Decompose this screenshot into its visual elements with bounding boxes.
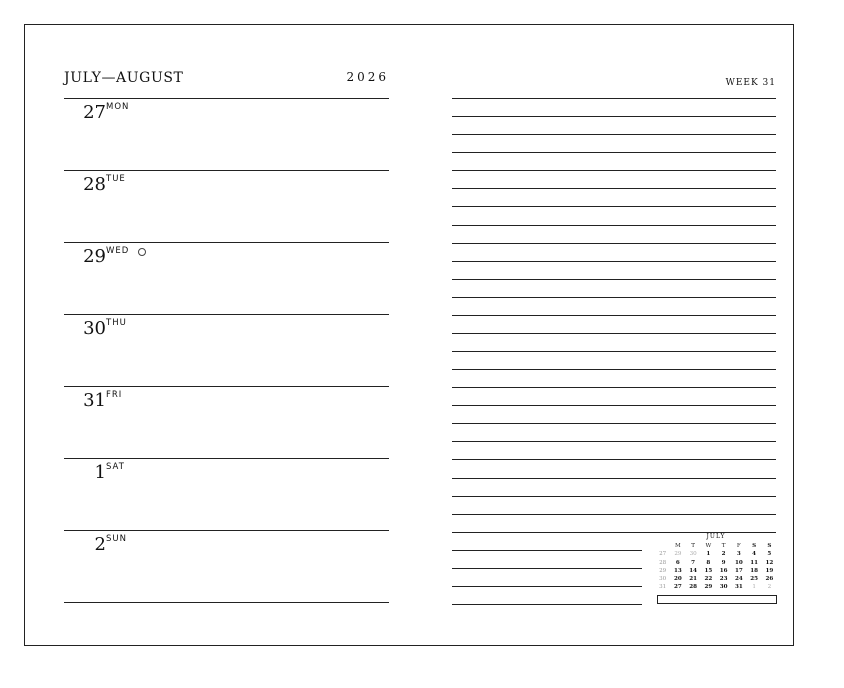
mini-calendar-weekday: S — [767, 543, 772, 549]
note-line — [452, 586, 642, 587]
month-range: JULY—AUGUST — [64, 70, 184, 86]
note-line — [452, 604, 642, 605]
day-name: FRI — [106, 390, 123, 400]
mini-calendar-day: 30 — [719, 584, 728, 591]
mini-calendar-day: 11 — [750, 559, 759, 566]
note-line — [452, 441, 776, 442]
note-line — [452, 206, 776, 207]
note-line — [452, 478, 776, 479]
mini-calendar-day: 10 — [734, 559, 743, 566]
day-block[interactable] — [64, 99, 389, 139]
day-number: 31 — [83, 390, 106, 411]
mini-calendar-weekday: W — [705, 543, 712, 549]
mini-calendar-day: 29 — [704, 584, 713, 591]
note-line — [452, 514, 776, 515]
mini-calendar-weekday: S — [752, 543, 757, 549]
moon-phase-icon — [138, 248, 146, 256]
mini-calendar-day: 20 — [673, 576, 682, 583]
mini-calendar-week-number: 27 — [659, 551, 667, 558]
day-number: 28 — [83, 174, 106, 195]
mini-calendar-day: 31 — [734, 584, 743, 591]
note-line — [452, 423, 776, 424]
mini-calendar-day: 19 — [765, 567, 774, 574]
day-rule — [64, 602, 389, 603]
note-line — [452, 279, 776, 280]
note-line — [452, 225, 776, 226]
note-line — [452, 243, 776, 244]
mini-calendar-day: 2 — [767, 584, 772, 591]
mini-calendar-weekday: T — [721, 543, 726, 549]
day-block[interactable] — [64, 459, 389, 499]
mini-calendar-day: 23 — [719, 576, 728, 583]
mini-calendar-day: 24 — [734, 576, 743, 583]
note-line — [452, 98, 776, 99]
day-number: 30 — [83, 318, 106, 339]
note-line — [452, 315, 776, 316]
mini-calendar — [655, 533, 777, 605]
mini-calendar-grid — [655, 542, 777, 592]
day-block[interactable] — [64, 387, 389, 427]
mini-calendar-day: 12 — [765, 559, 774, 566]
mini-calendar-day: 29 — [674, 551, 682, 558]
mini-calendar-weekday: M — [675, 543, 681, 549]
day-block[interactable] — [64, 531, 389, 571]
current-week-highlight — [657, 595, 777, 604]
mini-calendar-day: 14 — [689, 567, 698, 574]
day-name: TUE — [106, 174, 126, 184]
left-page-header — [64, 70, 389, 90]
mini-calendar-day: 22 — [704, 576, 713, 583]
day-block[interactable] — [64, 171, 389, 211]
mini-calendar-day: 6 — [675, 559, 680, 566]
note-line — [452, 459, 776, 460]
mini-calendar-week-number: 28 — [659, 559, 667, 566]
note-line — [452, 152, 776, 153]
mini-calendar-weekday: F — [736, 543, 741, 549]
mini-calendar-week-number: 29 — [659, 567, 667, 574]
note-line — [452, 496, 776, 497]
mini-calendar-week-number: 30 — [659, 576, 667, 583]
day-number: 1 — [94, 462, 106, 483]
mini-calendar-day: 13 — [673, 567, 682, 574]
note-line — [452, 297, 776, 298]
day-block[interactable] — [64, 315, 389, 355]
note-line — [452, 550, 642, 551]
mini-calendar-day: 1 — [706, 551, 711, 558]
note-line — [452, 369, 776, 370]
mini-calendar-day: 7 — [691, 559, 696, 566]
mini-calendar-day: 2 — [721, 551, 726, 558]
mini-calendar-day: 1 — [752, 584, 756, 591]
mini-calendar-day: 8 — [706, 559, 711, 566]
week-label: WEEK 31 — [725, 78, 776, 88]
note-line — [452, 170, 776, 171]
mini-calendar-day: 5 — [767, 551, 772, 558]
mini-calendar-day: 15 — [704, 567, 713, 574]
note-line — [452, 188, 776, 189]
note-line — [452, 387, 776, 388]
mini-calendar-day: 3 — [736, 551, 741, 558]
day-number: 29 — [83, 246, 106, 267]
note-line — [452, 351, 776, 352]
day-block[interactable] — [64, 243, 389, 283]
year-label: 2026 — [346, 70, 389, 84]
mini-calendar-day: 30 — [689, 551, 697, 558]
mini-calendar-day: 28 — [689, 584, 698, 591]
note-line — [452, 134, 776, 135]
mini-calendar-day: 26 — [765, 576, 774, 583]
mini-calendar-day: 18 — [750, 567, 759, 574]
note-line — [452, 116, 776, 117]
day-name: WED — [106, 246, 130, 256]
day-number: 27 — [83, 102, 106, 123]
mini-calendar-day: 4 — [752, 551, 757, 558]
day-name: SAT — [106, 462, 125, 472]
mini-calendar-day: 16 — [719, 567, 728, 574]
day-name: MON — [106, 102, 130, 112]
mini-calendar-day: 27 — [673, 584, 682, 591]
day-name: THU — [106, 318, 127, 328]
note-line — [452, 568, 642, 569]
mini-calendar-week-number: 31 — [659, 584, 667, 591]
mini-calendar-title: JULY — [706, 533, 726, 540]
mini-calendar-corner — [655, 542, 670, 550]
note-line — [452, 333, 776, 334]
mini-calendar-day: 9 — [721, 559, 726, 566]
mini-calendar-day: 25 — [750, 576, 759, 583]
mini-calendar-day: 17 — [734, 567, 743, 574]
note-line — [452, 261, 776, 262]
note-line — [452, 405, 776, 406]
mini-calendar-day: 21 — [689, 576, 698, 583]
day-number: 2 — [94, 534, 106, 555]
day-name: SUN — [106, 534, 127, 544]
mini-calendar-weekday: T — [691, 543, 695, 549]
